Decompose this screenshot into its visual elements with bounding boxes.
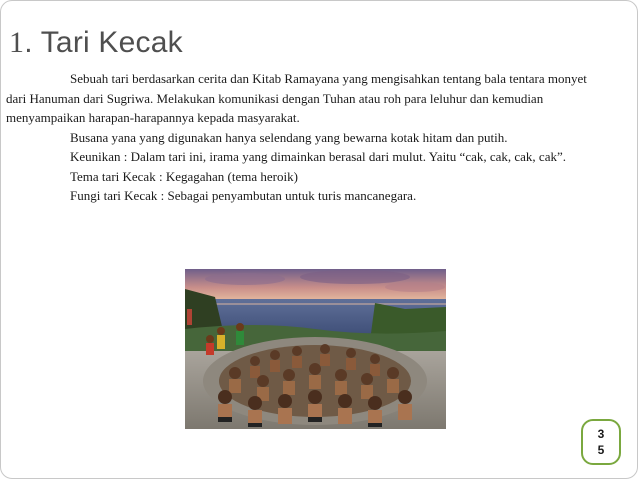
paragraph-function: Fungi tari Kecak : Sebagai penyambutan untuk turis mancanegara. [70,188,417,203]
paragraph-description: Sebuah tari berdasarkan cerita dan Kitab Ramayana yang mengisahkan tentang bala tentara monyet dari Hanuman dari Sugriwa. Melakukan komunikasi dengan Tuhan atau roh para leluhur dan kemudian menyampaikan harapan-harapannya kepada masyarakat. [6,71,587,125]
slide-title [9,26,183,60]
kecak-dance-illustration [185,269,446,429]
paragraph-theme: Tema tari Kecak : Kegagahan (tema heroik) [70,168,298,184]
title-number: 1 [9,26,25,59]
page-number-digit-2: 5 [597,443,605,457]
kecak-dance-photo [185,269,446,429]
page-number-digit-1: 3 [597,427,605,441]
slide-body [6,69,606,206]
paragraph-uniqueness: Keunikan : Dalam tari ini, irama yang dimainkan berasal dari mulut. Yaitu “cak, cak, cak, cak”. [70,149,566,164]
paragraph-costume: Busana yana yang digunakan hanya selendang yang bewarna kotak hitam dan putih. [70,129,508,145]
title-text: . Tari Kecak [24,26,183,59]
page-number-badge [581,419,621,465]
